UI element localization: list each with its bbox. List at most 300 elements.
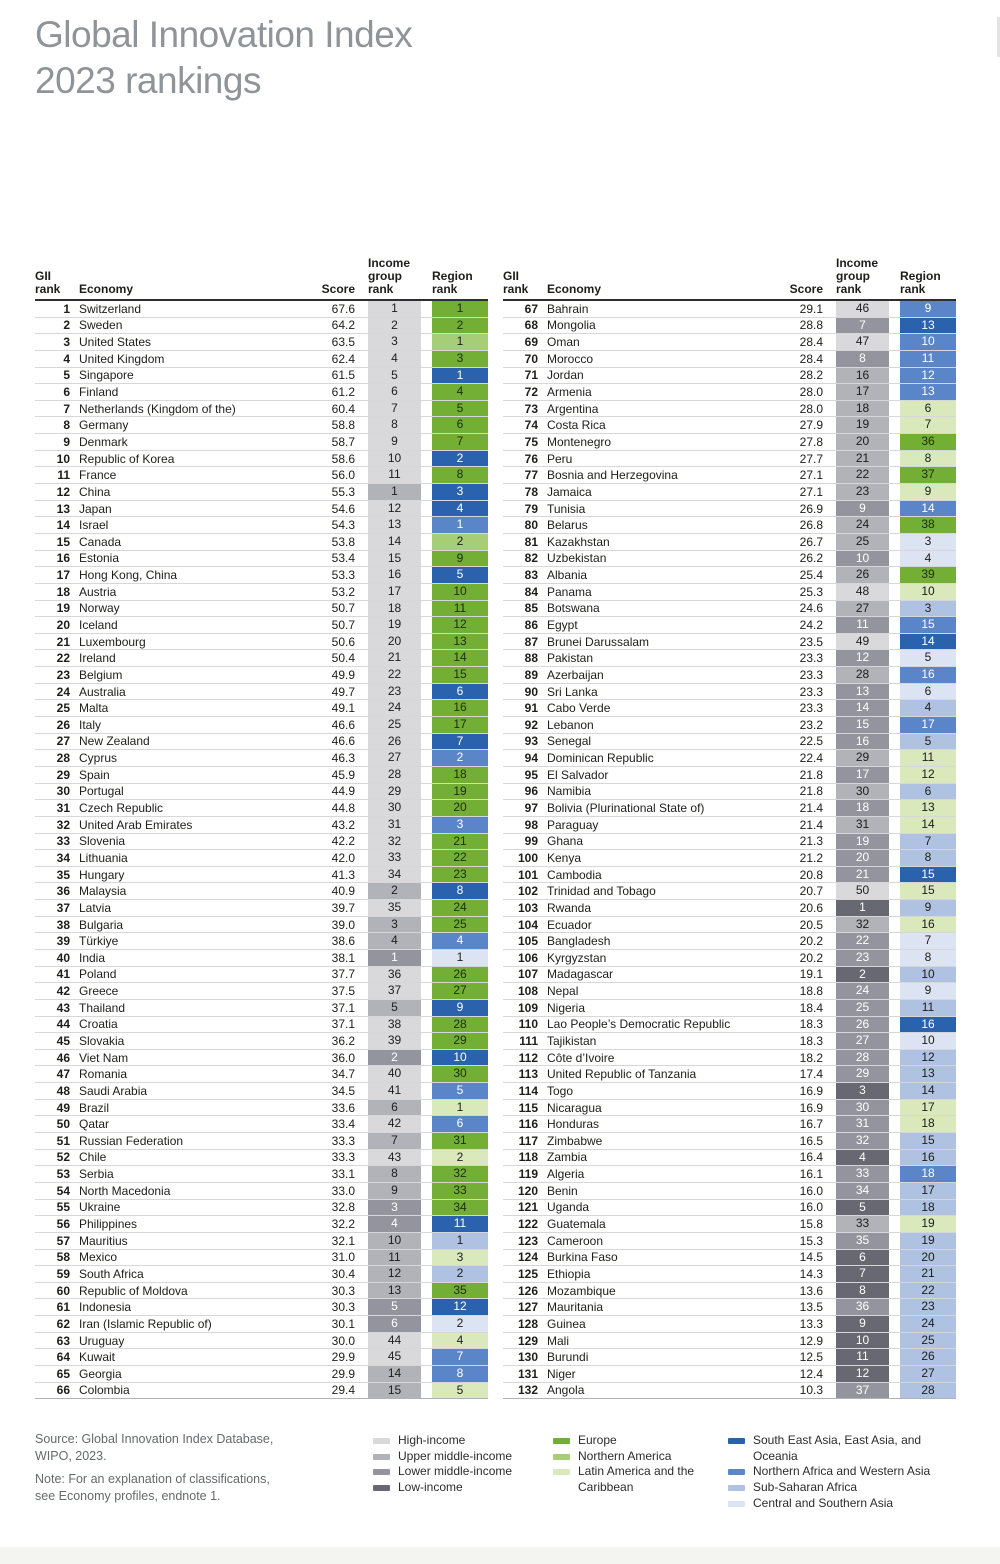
col-header-gii-line1: GII [503,269,520,283]
economy-name: United Arab Emirates [79,817,193,832]
economy-name: China [79,484,111,499]
table-row [35,1000,488,1017]
gii-rank: 130 [517,1350,538,1365]
region-rank-cell: 12 [432,1299,488,1315]
score-value: 21.2 [799,850,823,865]
gii-rank: 71 [524,368,538,383]
economy-name: Trinidad and Tobago [547,884,656,899]
region-rank-cell: 32 [432,1166,488,1182]
income-group-rank-cell: 16 [368,567,421,583]
economy-name: Pakistan [547,651,594,666]
legend-label: Lower middle-income [398,1464,513,1479]
income-group-rank-cell: 25 [836,1000,889,1016]
legend-item [553,1449,718,1465]
income-group-rank-cell: 20 [836,850,889,866]
score-value: 28.0 [799,385,823,400]
income-group-rank-cell: 11 [836,617,889,633]
score-value: 41.3 [331,867,355,882]
economy-name: North Macedonia [79,1183,171,1198]
gii-rank: 75 [524,434,538,449]
region-rank-cell: 7 [900,933,956,949]
economy-name: Germany [79,418,129,433]
region-rank-cell: 27 [432,983,488,999]
income-group-rank-cell: 12 [368,1266,421,1282]
region-rank-cell: 1 [432,950,488,966]
score-value: 23.3 [799,701,823,716]
economy-name: Guinea [547,1316,586,1331]
region-rank-cell: 8 [900,451,956,467]
score-value: 39.7 [331,900,355,915]
region-rank-cell: 5 [432,567,488,583]
score-value: 49.9 [331,667,355,682]
table-row [35,467,488,484]
rankings-table-left [35,250,488,1399]
score-value: 50.6 [331,634,355,649]
income-group-rank-cell: 27 [836,1033,889,1049]
gii-rank: 33 [56,834,70,849]
region-rank-cell: 18 [900,1200,956,1216]
gii-rank: 66 [56,1383,70,1398]
table-row [35,800,488,817]
table-row [35,1366,488,1383]
income-group-rank-cell: 37 [836,1383,889,1399]
region-rank-cell: 6 [900,684,956,700]
legend-swatch [373,1469,390,1475]
table-row [503,1083,956,1100]
legend-item [728,1464,968,1480]
gii-rank: 8 [63,418,70,433]
gii-rank: 116 [518,1117,538,1132]
income-group-rank-cell: 19 [368,617,421,633]
economy-name: Netherlands (Kingdom of the) [79,401,236,416]
score-value: 37.5 [331,984,355,999]
score-value: 61.2 [331,385,355,400]
table-row [35,451,488,468]
col-header-income-line2: group [368,269,402,283]
score-value: 29.9 [331,1350,355,1365]
economy-name: Niger [547,1366,576,1381]
score-value: 23.3 [799,651,823,666]
economy-name: Ireland [79,651,116,666]
gii-rank: 19 [56,601,70,616]
note-line2: see Economy profiles, endnote 1. [35,1489,221,1503]
economy-name: Romania [79,1067,128,1082]
region-rank-cell: 10 [900,334,956,350]
income-group-rank-cell: 1 [368,484,421,500]
income-group-rank-cell: 7 [368,401,421,417]
score-value: 53.4 [331,551,355,566]
economy-name: Mauritania [547,1300,604,1315]
gii-rank: 55 [56,1200,70,1215]
region-rank-cell: 39 [900,567,956,583]
region-rank-cell: 6 [432,1116,488,1132]
region-rank-cell: 21 [432,834,488,850]
table-row [503,850,956,867]
income-group-rank-cell: 9 [368,434,421,450]
legend-swatch [373,1438,390,1444]
score-value: 34.5 [331,1083,355,1098]
economy-name: Australia [79,684,126,699]
region-rank-cell: 2 [432,1316,488,1332]
table-row [35,1200,488,1217]
gii-rank: 107 [517,967,538,982]
economy-name: Hong Kong, China [79,568,178,583]
economy-name: Ethiopia [547,1266,591,1281]
economy-name: United States [79,335,152,350]
score-value: 46.6 [331,717,355,732]
economy-name: Madagascar [547,967,614,982]
table-row [35,417,488,434]
col-header-region-rank [432,270,488,296]
region-rank-cell: 6 [900,401,956,417]
economy-name: Cyprus [79,751,118,766]
income-group-rank-cell: 9 [368,1183,421,1199]
economy-name: Austria [79,584,117,599]
table-row [503,1000,956,1017]
score-value: 28.4 [799,335,823,350]
income-group-rank-cell: 29 [836,750,889,766]
col-header-gii-line2: rank [35,282,61,296]
economy-name: Israel [79,518,109,533]
score-value: 26.9 [799,501,823,516]
gii-rank: 25 [56,701,70,716]
score-value: 18.4 [799,1000,823,1015]
region-rank-cell: 2 [432,1266,488,1282]
score-value: 29.4 [331,1383,355,1398]
gii-rank: 100 [517,850,538,865]
legend-item [553,1433,718,1449]
gii-rank: 108 [517,984,538,999]
gii-rank: 29 [56,767,70,782]
col-header-region-rank [900,270,956,296]
economy-name: South Africa [79,1266,144,1281]
score-value: 27.9 [799,418,823,433]
table-body-right [503,301,956,1399]
legend-label: Northern America [578,1448,672,1463]
economy-name: Mauritius [79,1233,128,1248]
score-value: 38.6 [331,934,355,949]
score-value: 13.3 [799,1316,823,1331]
page-title [35,12,412,104]
income-group-rank-cell: 24 [368,700,421,716]
region-rank-cell: 8 [432,883,488,899]
economy-name: Slovenia [79,834,126,849]
table-row [35,434,488,451]
region-rank-cell: 13 [432,634,488,650]
region-rank-cell: 14 [432,650,488,666]
score-value: 33.0 [331,1183,355,1198]
economy-name: Russian Federation [79,1133,184,1148]
score-value: 21.8 [799,784,823,799]
income-group-rank-cell: 21 [836,451,889,467]
table-row [35,601,488,618]
economy-name: Malaysia [79,884,127,899]
region-rank-cell: 9 [900,301,956,317]
gii-rank: 95 [524,767,538,782]
score-value: 16.0 [799,1200,823,1215]
score-value: 16.7 [799,1117,823,1132]
economy-name: Jordan [547,368,584,383]
gii-rank: 111 [519,1034,538,1048]
economy-name: Morocco [547,351,594,366]
legend-regions-col1 [553,1433,718,1496]
table-row [503,1017,956,1034]
table-row [503,484,956,501]
score-value: 26.8 [799,518,823,533]
table-row [503,1250,956,1267]
table-row [503,1066,956,1083]
score-value: 20.2 [799,950,823,965]
score-value: 18.2 [799,1050,823,1065]
economy-name: United Republic of Tanzania [547,1067,697,1082]
bottom-band [0,1547,1000,1564]
income-group-rank-cell: 2 [368,883,421,899]
region-rank-cell: 4 [432,384,488,400]
economy-name: Bahrain [547,301,589,316]
col-header-score: Score [321,282,355,296]
income-group-rank-cell: 11 [368,467,421,483]
col-header-income-line1: Income [836,256,879,270]
legend-swatch [728,1485,745,1491]
income-group-rank-cell: 29 [368,784,421,800]
gii-rank: 17 [56,568,70,583]
score-value: 58.7 [331,434,355,449]
income-group-rank-cell: 18 [836,800,889,816]
income-group-rank-cell: 32 [368,834,421,850]
income-group-rank-cell: 26 [836,567,889,583]
region-rank-cell: 2 [432,1150,488,1166]
page-title-line1: Global Innovation Index [35,14,413,55]
table-row [35,883,488,900]
economy-name: Algeria [547,1167,585,1182]
region-rank-cell: 8 [432,1366,488,1382]
economy-name: Singapore [79,368,134,383]
legend-income-groups [373,1433,543,1496]
region-rank-cell: 26 [900,1349,956,1365]
economy-name: Honduras [547,1117,600,1132]
economy-name: Republic of Korea [79,451,175,466]
economy-name: Philippines [79,1217,138,1232]
gii-rank: 11 [57,468,70,483]
gii-rank: 128 [517,1316,538,1331]
region-rank-cell: 7 [432,734,488,750]
income-group-rank-cell: 4 [836,1150,889,1166]
region-rank-cell: 36 [900,434,956,450]
score-value: 20.7 [799,884,823,899]
legend-item [373,1449,543,1465]
gii-rank: 9 [63,434,70,449]
economy-name: Nigeria [547,1000,586,1015]
income-group-rank-cell: 12 [836,1366,889,1382]
region-rank-cell: 18 [432,767,488,783]
gii-rank: 51 [56,1133,70,1148]
table-row [503,1383,956,1400]
region-rank-cell: 13 [900,1066,956,1082]
gii-rank: 106 [517,950,538,965]
table-row [503,900,956,917]
income-group-rank-cell: 28 [368,767,421,783]
score-value: 20.6 [799,900,823,915]
score-value: 32.1 [331,1233,355,1248]
economy-name: Belgium [79,667,123,682]
gii-rank: 45 [56,1034,70,1048]
region-rank-cell: 6 [432,684,488,700]
gii-rank: 15 [56,534,70,549]
col-header-income-line1: Income [368,256,411,270]
economy-name: Kenya [547,850,582,865]
score-value: 19.1 [799,967,823,982]
table-row [35,900,488,917]
region-rank-cell: 2 [432,750,488,766]
gii-rank: 54 [56,1183,70,1198]
gii-rank: 99 [524,834,538,849]
income-group-rank-cell: 13 [836,684,889,700]
region-rank-cell: 37 [900,467,956,483]
income-group-rank-cell: 5 [836,1200,889,1216]
table-row [35,634,488,651]
table-row [503,734,956,751]
economy-name: Uzbekistan [547,551,607,566]
economy-name: Bangladesh [547,934,611,949]
gii-rank: 92 [524,717,538,732]
region-rank-cell: 35 [432,1283,488,1299]
income-group-rank-cell: 14 [368,534,421,550]
region-rank-cell: 22 [432,850,488,866]
table-row [503,384,956,401]
score-value: 33.3 [331,1133,355,1148]
gii-rank: 49 [56,1100,70,1115]
income-group-rank-cell: 14 [836,700,889,716]
economy-name: Indonesia [79,1300,132,1315]
region-rank-cell: 15 [432,667,488,683]
income-group-rank-cell: 10 [836,551,889,567]
gii-rank: 124 [517,1250,538,1265]
score-value: 20.8 [799,867,823,882]
economy-name: Kuwait [79,1350,116,1365]
region-rank-cell: 18 [900,1116,956,1132]
income-group-rank-cell: 45 [368,1349,421,1365]
region-rank-cell: 24 [432,900,488,916]
score-value: 21.3 [799,834,823,849]
gii-rank: 118 [518,1150,538,1165]
region-rank-cell: 1 [432,368,488,384]
table-row [35,1216,488,1233]
income-group-rank-cell: 42 [368,1116,421,1132]
income-group-rank-cell: 10 [368,1233,421,1249]
region-rank-cell: 8 [900,850,956,866]
gii-rank: 115 [518,1100,538,1115]
economy-name: Albania [547,568,588,583]
table-row [35,401,488,418]
score-value: 15.8 [799,1217,823,1232]
income-group-rank-cell: 31 [836,817,889,833]
table-row [35,1066,488,1083]
legend-swatch [728,1438,745,1444]
income-group-rank-cell: 4 [368,1216,421,1232]
gii-rank: 114 [518,1083,538,1098]
region-rank-cell: 23 [900,1299,956,1315]
gii-rank: 96 [524,784,538,799]
income-group-rank-cell: 6 [368,1316,421,1332]
score-value: 53.3 [331,568,355,583]
gii-rank: 52 [56,1150,70,1165]
gii-rank: 89 [524,667,538,682]
income-group-rank-cell: 3 [368,1200,421,1216]
economy-name: Oman [547,335,580,350]
legend-item [373,1480,543,1496]
score-value: 16.4 [799,1150,823,1165]
table-row [35,301,488,318]
score-value: 46.3 [331,751,355,766]
income-group-rank-cell: 44 [368,1333,421,1349]
income-group-rank-cell: 41 [368,1083,421,1099]
income-group-rank-cell: 20 [836,434,889,450]
table-row [35,567,488,584]
economy-name: Zimbabwe [547,1133,603,1148]
table-row [35,1250,488,1267]
gii-rank: 57 [56,1233,70,1248]
income-group-rank-cell: 17 [836,384,889,400]
income-group-rank-cell: 3 [368,334,421,350]
table-row [35,1383,488,1400]
income-group-rank-cell: 8 [836,1283,889,1299]
region-rank-cell: 1 [432,301,488,317]
col-header-gii-rank [35,270,70,296]
income-group-rank-cell: 24 [836,517,889,533]
table-row [35,351,488,368]
score-value: 44.8 [331,801,355,816]
table-row [35,967,488,984]
region-rank-cell: 34 [432,1200,488,1216]
table-body-left [35,301,488,1399]
score-value: 18.3 [799,1017,823,1032]
economy-name: Switzerland [79,301,142,316]
gii-rank: 73 [524,401,538,416]
gii-rank: 48 [56,1083,70,1098]
income-group-rank-cell: 17 [368,584,421,600]
gii-rank: 63 [56,1333,70,1348]
region-rank-cell: 4 [432,501,488,517]
economy-name: Kazakhstan [547,534,610,549]
gii-rank: 65 [56,1366,70,1381]
col-header-region-line2: rank [900,282,926,296]
score-value: 24.2 [799,617,823,632]
income-group-rank-cell: 49 [836,634,889,650]
score-value: 13.6 [799,1283,823,1298]
gii-rank: 122 [517,1217,538,1232]
income-group-rank-cell: 7 [368,1133,421,1149]
economy-name: Peru [547,451,573,466]
economy-name: Belarus [547,518,588,533]
table-row [503,551,956,568]
table-row [35,501,488,518]
gii-rank: 112 [518,1050,538,1065]
legend-label: Latin America and the Caribbean [578,1464,695,1495]
economy-name: Paraguay [547,817,599,832]
score-value: 24.6 [799,601,823,616]
gii-rank: 132 [517,1383,538,1398]
score-value: 56.0 [331,468,355,483]
score-value: 50.7 [331,601,355,616]
income-group-rank-cell: 32 [836,917,889,933]
gii-rank: 103 [517,900,538,915]
economy-name: Ukraine [79,1200,121,1215]
table-row [503,534,956,551]
gii-rank: 53 [56,1167,70,1182]
table-row [503,434,956,451]
score-value: 15.3 [799,1233,823,1248]
score-value: 36.0 [331,1050,355,1065]
